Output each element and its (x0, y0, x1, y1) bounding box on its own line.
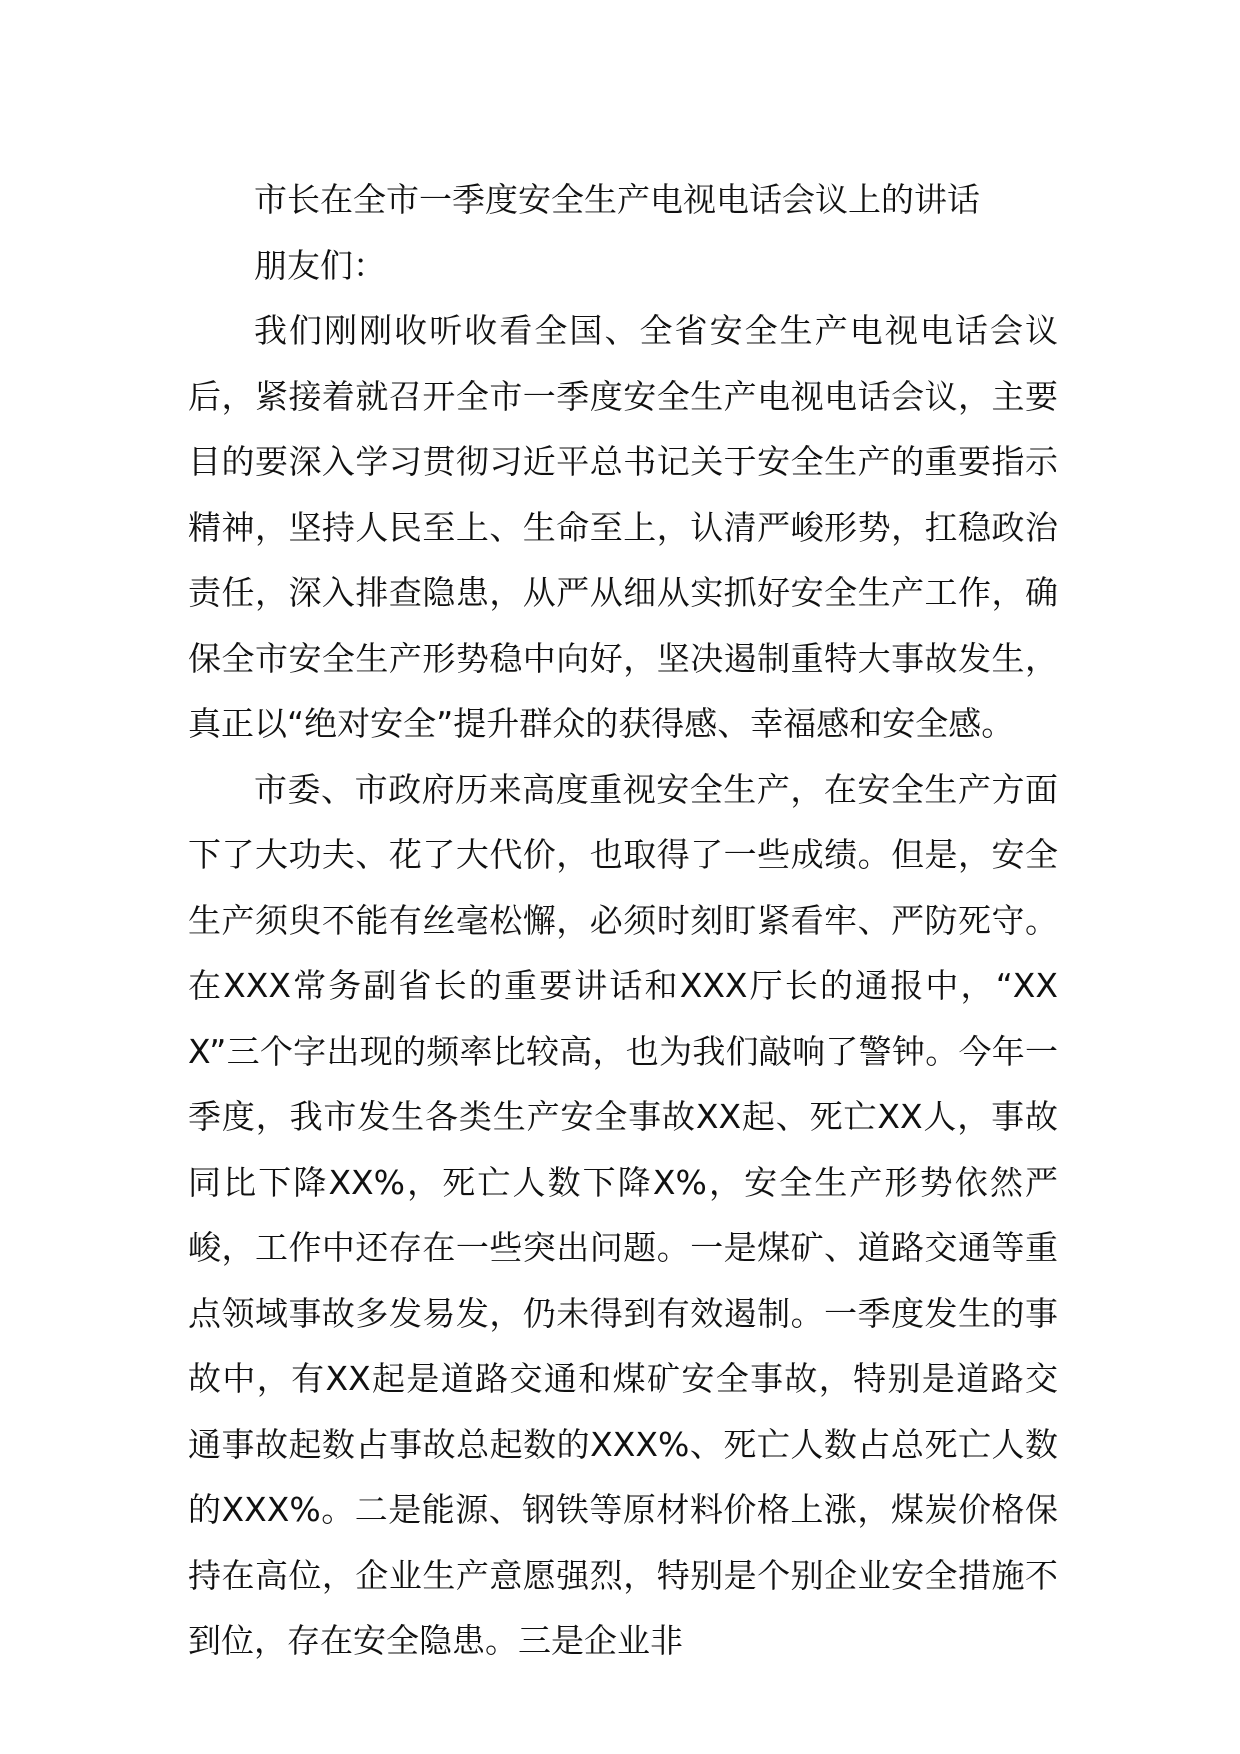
document-body (188, 167, 1058, 1674)
salutation: 朋友们： (254, 245, 386, 285)
paragraph-1: 我们刚刚收听收看全国、全省安全生产电视电话会议后，紧接着就召开全市一季度安全生产电视电话会议，主要目的要深入学习贯彻习近平总书记关于安全生产的重要指示精神，坚持人民至上、生命至上，认清严峻形势，扛稳政治责任，深入排查隐患，从严从细从实抓好安全生产工作，确保全市安全生产形势稳中向好，坚决遏制重特大事故发生，真正以“绝对安全”提升群众的获得感、幸福感和安全感。 (188, 311, 1058, 743)
paragraph-2: 市委、市政府历来高度重视安全生产，在安全生产方面下了大功夫、花了大代价，也取得了一些成绩。但是，安全生产须臾不能有丝毫松懈，必须时刻盯紧看牢、严防死守。在XXX常务副省长的重要讲话和XXX厅长的通报中，“XXX”三个字出现的频率比较高，也为我们敲响了警钟。今年一季度，我市发生各类生产安全事故XX起、死亡XX人，事故同比下降XX%，死亡人数下降X%，安全生产形势依然严峻，工作中还存在一些突出问题。一是煤矿、道路交通等重点领域事故多发易发，仍未得到有效遏制。一季度发生的事故中，有XX起是道路交通和煤矿安全事故，特别是道路交通事故起数占事故总起数的XXX%、死亡人数占总死亡人数的XXX%。二是能源、钢铁等原材料价格上涨，煤炭价格保持在高位，企业生产意愿强烈，特别是个别企业安全措施不到位，存在安全隐患。三是企业非 (188, 769, 1058, 1660)
document-title: 市长在全市一季度安全生产电视电话会议上的讲话 (254, 180, 980, 219)
